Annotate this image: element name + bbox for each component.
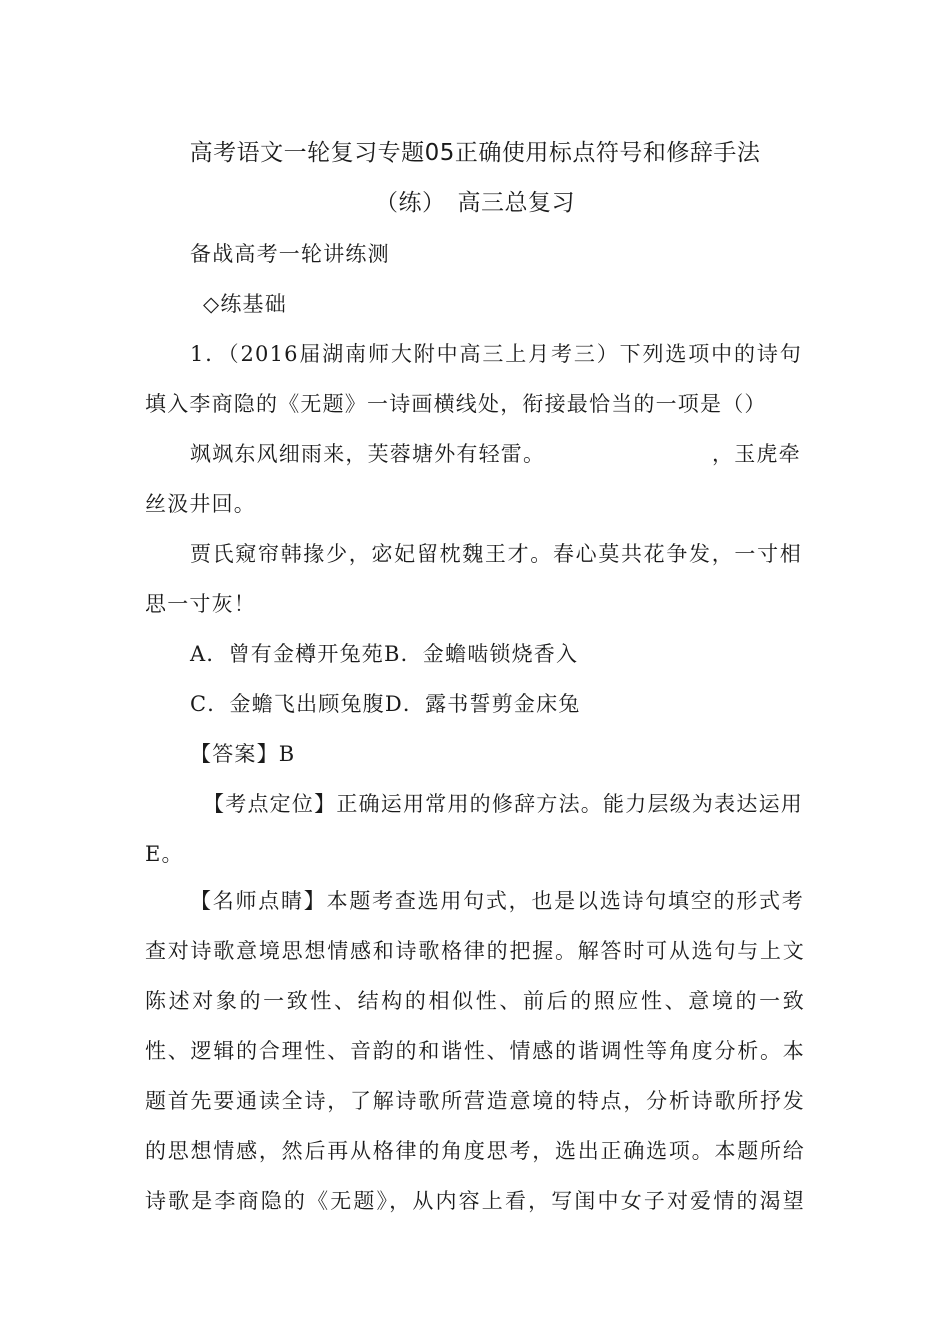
kaodian-line1: 【考点定位】正确运用常用的修辞方法。能力层级为表达运用 bbox=[203, 792, 803, 816]
series-label: 备战高考一轮讲练测 bbox=[190, 242, 390, 266]
analysis-line: 【名师点睛】本题考查选用句式，也是以选诗句填空的形式考 bbox=[190, 889, 804, 913]
options-a-b: A．曾有金樽开兔苑B．金蟾啮锁烧香入 bbox=[190, 642, 579, 666]
analysis-line: 的思想情感，然后再从格律的角度思考，选出正确选项。本题所给 bbox=[145, 1139, 805, 1163]
poem-line1-end: ，玉虎牵 bbox=[712, 442, 801, 466]
analysis-line: 陈述对象的一致性、结构的相似性、前后的照应性、意境的一致 bbox=[145, 989, 805, 1013]
analysis-line: 查对诗歌意境思想情感和诗歌格律的把握。解答时可从选句与上文 bbox=[145, 939, 805, 963]
question-1-line2: 填入李商隐的《无题》一诗画横线处，衔接最恰当的一项是（） bbox=[145, 392, 767, 416]
poem-line1-continued: 丝汲井回。 bbox=[145, 492, 256, 516]
poem-line2: 贾氏窥帘韩掾少，宓妃留枕魏王才。春心莫共花争发，一寸相 bbox=[190, 542, 802, 566]
doc-title-line2: （练） 高三总复习 bbox=[375, 190, 575, 216]
kaodian-line2: E。 bbox=[145, 842, 184, 866]
doc-title-line1: 高考语文一轮复习专题05正确使用标点符号和修辞手法 bbox=[189, 140, 761, 166]
poem-line2-continued: 思一寸灰！ bbox=[145, 592, 256, 616]
poem-line1-start: 飒飒东风细雨来，芙蓉塘外有轻雷。 bbox=[190, 442, 546, 466]
answer-label: 【答案】B bbox=[190, 742, 296, 766]
analysis-line: 题首先要通读全诗，了解诗歌所营造意境的特点，分析诗歌所抒发 bbox=[145, 1089, 805, 1113]
question-1-line1: 1．（2016届湖南师大附中高三上月考三）下列选项中的诗句 bbox=[190, 342, 802, 366]
section-heading: ◇练基础 bbox=[203, 292, 287, 316]
analysis-line: 诗歌是李商隐的《无题》，从内容上看，写闺中女子对爱情的渴望 bbox=[145, 1189, 805, 1213]
analysis-line: 性、逻辑的合理性、音韵的和谐性、情感的谐调性等角度分析。本 bbox=[145, 1039, 805, 1063]
options-c-d: C．金蟾飞出顾兔腹D．露书誓剪金床兔 bbox=[190, 692, 581, 716]
